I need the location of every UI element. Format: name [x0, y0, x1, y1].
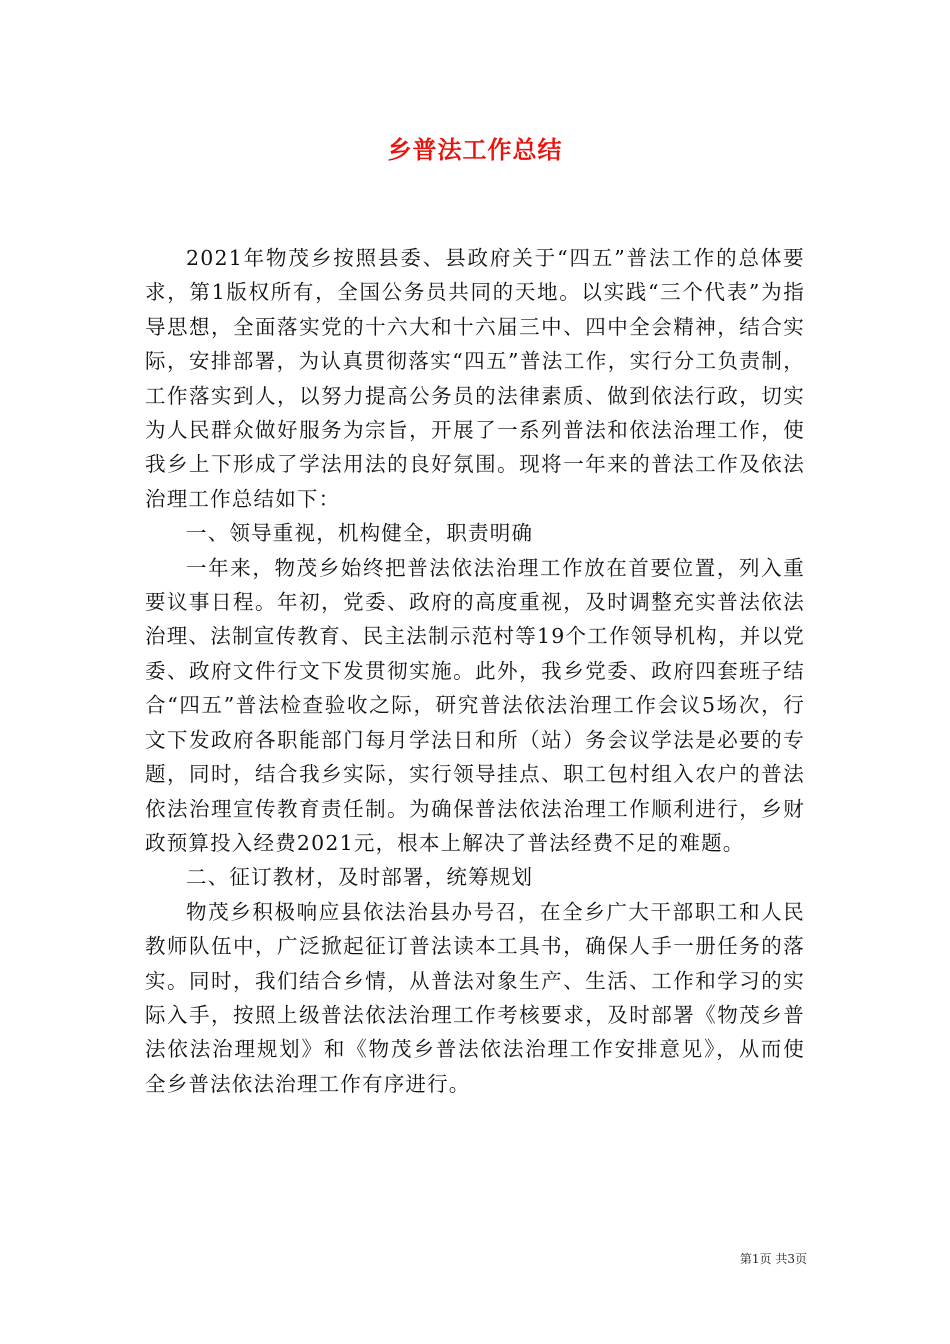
section-heading-2: 二、征订教材，及时部署，统筹规划	[186, 865, 534, 890]
paragraph-intro: 2021年物茂乡按照县委、县政府关于“四五”普法工作的总体要求，第1版权所有，全国公务员共同的天地。以实践“三个代表”为指导思想，全面落实党的十六大和十六届三中、四中全会精神，结合实际，安排部署，为认真贯彻落实“四五”普法工作，实行分工负责制，工作落实到人，以努力提高公务员的法律素质、做到依法行政，切实为人民群众做好服务为宗旨，开展了一系列普法和依法治理工作，使我乡上下形成了学法用法的良好氛围。现将一年来的普法工作及依法治理工作总结如下：	[145, 246, 805, 511]
paragraph-section-2: 物茂乡积极响应县依法治县办号召，在全乡广大干部职工和人民教师队伍中，广泛掀起征订普法读本工具书，确保人手一册任务的落实。同时，我们结合乡情，从普法对象生产、生活、工作和学习的实际入手，按照上级普法依法治理工作考核要求，及时部署《物茂乡普法依法治理规划》和《物茂乡普法依法治理工作安排意见》，从而使全乡普法依法治理工作有序进行。	[145, 899, 805, 1096]
paragraph-section-1: 一年来，物茂乡始终把普法依法治理工作放在首要位置，列入重要议事日程。年初，党委、政府的高度重视，及时调整充实普法依法治理、法制宣传教育、民主法制示范村等19个工作领导机构，并以党委、政府文件行文下发贯彻实施。此外，我乡党委、政府四套班子结合“四五”普法检查验收之际，研究普法依法治理工作会议5场次，行文下发政府各职能部门每月学法日和所（站）务会议学法是必要的专题，同时，结合我乡实际，实行领导挂点、职工包村组入农户的普法依法治理宣传教育责任制。为确保普法依法治理工作顺利进行，乡财政预算投入经费2021元，根本上解决了普法经费不足的难题。	[145, 555, 805, 855]
document-body	[145, 241, 805, 1101]
document-title: 乡普法工作总结	[387, 136, 563, 164]
page-number-footer: 第1页 共3页	[739, 1252, 807, 1266]
section-heading-1: 一、领导重视，机构健全，职责明确	[186, 521, 534, 546]
